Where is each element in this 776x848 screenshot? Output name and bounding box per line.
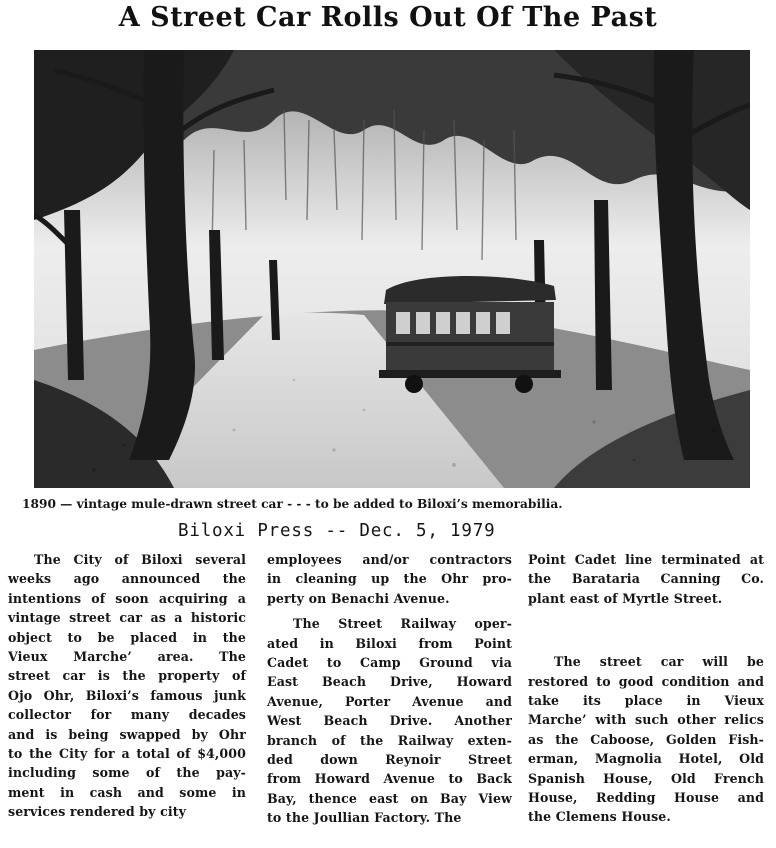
article-text-line: and is being swapped by Ohr bbox=[8, 726, 246, 742]
article-text-line: Avenue, Porter Avenue and bbox=[267, 693, 512, 709]
article-text-line: ded down Reynoir Street bbox=[267, 752, 512, 768]
article-text-line: from Howard Avenue to Back bbox=[267, 771, 512, 787]
article-text-line: as the Caboose, Golden Fish- bbox=[528, 731, 764, 747]
article-text-line: restored to good condition and bbox=[528, 673, 764, 689]
article-text-line: perty on Benachi Avenue. bbox=[267, 590, 450, 606]
article-text-line: employees and/or contractors bbox=[267, 552, 512, 567]
article-text-line: object to be placed in the bbox=[8, 629, 246, 645]
article-text-line: Point Cadet line terminated at bbox=[528, 552, 764, 567]
article-text-line: vintage street car as a historic bbox=[8, 610, 246, 626]
article-text-line: erman, Magnolia Hotel, Old bbox=[528, 751, 764, 767]
article-text-line: intentions of soon acquiring a bbox=[8, 590, 246, 606]
article-text-line: weeks ago announced the bbox=[8, 571, 246, 587]
article-text-line: Marche’ with such other relics bbox=[528, 712, 764, 728]
headline: A Street Car Rolls Out Of The Past bbox=[118, 2, 658, 33]
article-text-line: take its place in Vieux bbox=[528, 693, 764, 709]
article-text-line: street car is the property of bbox=[8, 668, 246, 684]
article-text-line: East Beach Drive, Howard bbox=[267, 674, 512, 690]
article-text-line: the Barataria Canning Co. bbox=[528, 571, 764, 587]
article-text-line: plant east of Myrtle Street. bbox=[528, 590, 723, 606]
article-text-line: ated in Biloxi from Point bbox=[267, 635, 512, 651]
article-column-3 bbox=[528, 550, 764, 827]
article-text-line: Spanish House, Old French bbox=[528, 770, 764, 786]
article-text-line: services rendered by city bbox=[8, 804, 187, 820]
article-column-1 bbox=[8, 550, 246, 822]
article-text-line: Bay, thence east on Bay View bbox=[267, 790, 512, 806]
article-text-line: House, Redding House and bbox=[528, 790, 764, 806]
article-text-line: ment in cash and some in bbox=[8, 784, 246, 800]
article-text-line: to the City for a total of $4,000 bbox=[8, 746, 246, 762]
article-text-line: The City of Biloxi several bbox=[34, 552, 246, 567]
article-text-line: The Street Railway oper- bbox=[293, 616, 512, 632]
article-text-line: to the Joullian Factory. The bbox=[267, 810, 462, 826]
article-text-line: West Beach Drive. Another bbox=[267, 713, 512, 729]
article-text-line: collector for many decades bbox=[8, 707, 246, 723]
article-text-line: The street car will be bbox=[554, 654, 764, 670]
article-column-2 bbox=[267, 550, 512, 828]
byline: Biloxi Press -- Dec. 5, 1979 bbox=[178, 521, 496, 541]
article-text-line: including some of the pay- bbox=[8, 765, 246, 781]
photo-caption: 1890 — vintage mule-drawn street car - - - to be added to Biloxi’s memorabilia. bbox=[22, 497, 563, 511]
article-text-line: branch of the Railway exten- bbox=[267, 732, 512, 748]
article-text-line: in cleaning up the Ohr pro- bbox=[267, 571, 512, 587]
article-text-line: the Clemens House. bbox=[528, 809, 671, 825]
street-car-photo bbox=[34, 50, 750, 488]
article-text-line: Vieux Marche’ area. The bbox=[8, 649, 246, 665]
article-text-line: Cadet to Camp Ground via bbox=[267, 655, 512, 671]
article-text-line: Ojo Ohr, Biloxi’s famous junk bbox=[8, 687, 246, 703]
